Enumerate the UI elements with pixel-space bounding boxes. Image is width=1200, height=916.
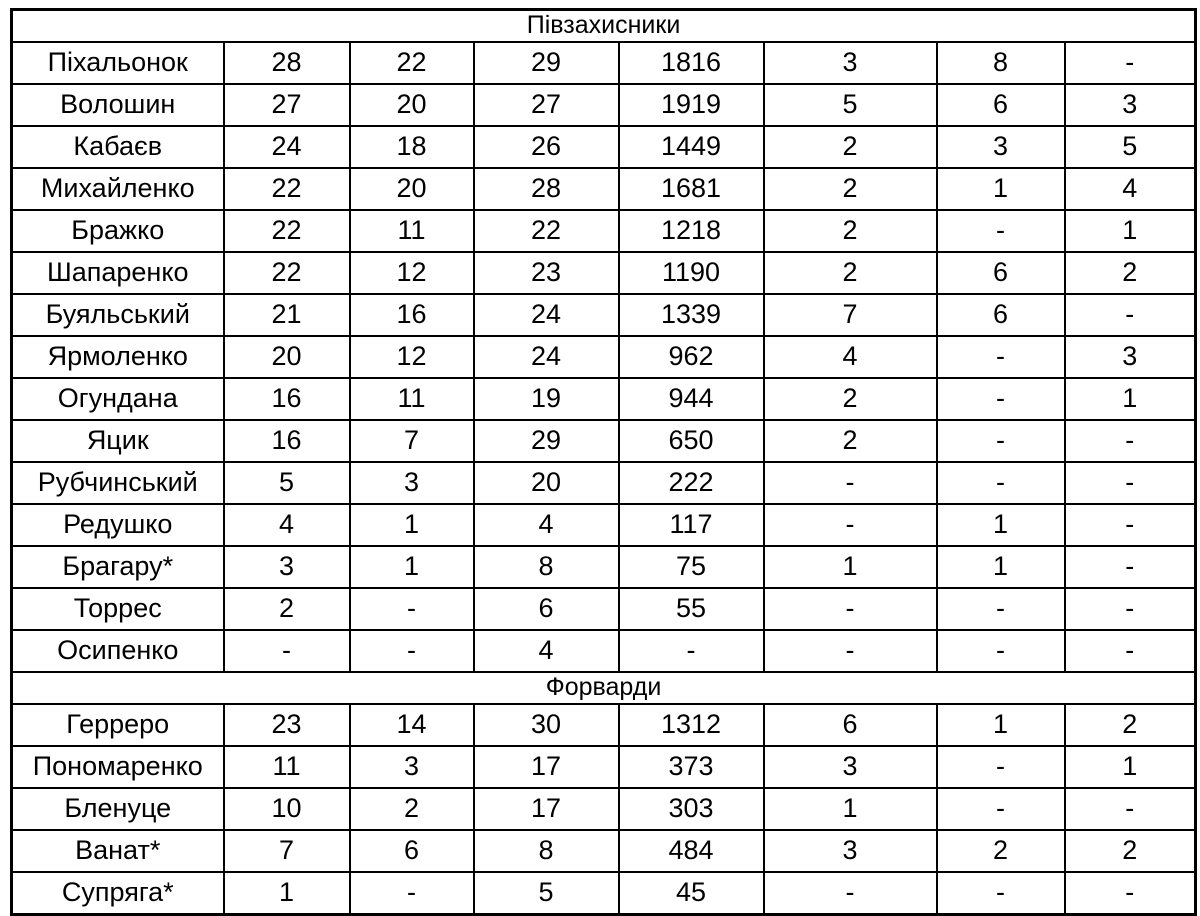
stat-cell: 23 bbox=[224, 704, 350, 746]
section-title: Форварди bbox=[12, 672, 1196, 704]
player-name-cell: Торрес bbox=[12, 588, 224, 630]
stat-cell: - bbox=[937, 746, 1065, 788]
stat-cell: - bbox=[350, 588, 474, 630]
stat-cell: 6 bbox=[474, 588, 619, 630]
stat-cell: 24 bbox=[474, 294, 619, 336]
stat-cell: - bbox=[764, 630, 937, 672]
player-name-cell: Ярмоленко bbox=[12, 336, 224, 378]
stat-cell: 16 bbox=[224, 378, 350, 420]
player-name-cell: Пономаренко bbox=[12, 746, 224, 788]
stat-cell: 17 bbox=[474, 788, 619, 830]
stat-cell: 303 bbox=[619, 788, 764, 830]
stat-cell: 19 bbox=[474, 378, 619, 420]
player-name-cell: Яцик bbox=[12, 420, 224, 462]
stat-cell: - bbox=[1065, 504, 1196, 546]
stat-cell: 1 bbox=[764, 546, 937, 588]
stat-cell: 12 bbox=[350, 336, 474, 378]
stat-cell: 5 bbox=[1065, 126, 1196, 168]
stat-cell: - bbox=[937, 336, 1065, 378]
stat-cell: - bbox=[1065, 294, 1196, 336]
player-row bbox=[12, 504, 1196, 546]
stat-cell: 11 bbox=[350, 378, 474, 420]
stat-cell: - bbox=[937, 378, 1065, 420]
stat-cell: 20 bbox=[350, 168, 474, 210]
stat-cell: 1312 bbox=[619, 704, 764, 746]
player-name-cell: Піхальонок bbox=[12, 42, 224, 84]
player-row bbox=[12, 420, 1196, 462]
stat-cell: - bbox=[937, 630, 1065, 672]
stat-cell: 650 bbox=[619, 420, 764, 462]
stat-cell: 17 bbox=[474, 746, 619, 788]
player-row bbox=[12, 546, 1196, 588]
player-row bbox=[12, 830, 1196, 872]
player-row bbox=[12, 704, 1196, 746]
stat-cell: 20 bbox=[474, 462, 619, 504]
player-name-cell: Шапаренко bbox=[12, 252, 224, 294]
stat-cell: - bbox=[224, 630, 350, 672]
player-name-cell: Брагару* bbox=[12, 546, 224, 588]
stat-cell: 26 bbox=[474, 126, 619, 168]
stat-cell: 1816 bbox=[619, 42, 764, 84]
player-row bbox=[12, 788, 1196, 830]
player-row bbox=[12, 872, 1196, 915]
stat-cell: - bbox=[937, 420, 1065, 462]
stat-cell: - bbox=[1065, 420, 1196, 462]
player-name-cell: Супряга* bbox=[12, 872, 224, 915]
stat-cell: 3 bbox=[764, 830, 937, 872]
stat-cell: 3 bbox=[937, 126, 1065, 168]
stat-cell: 1 bbox=[224, 872, 350, 915]
stat-cell: 11 bbox=[350, 210, 474, 252]
player-row bbox=[12, 630, 1196, 672]
stat-cell: 4 bbox=[474, 630, 619, 672]
stat-cell: 2 bbox=[764, 378, 937, 420]
stat-cell: - bbox=[619, 630, 764, 672]
stat-cell: 2 bbox=[1065, 252, 1196, 294]
stat-cell: 1 bbox=[350, 546, 474, 588]
stat-cell: 1 bbox=[1065, 746, 1196, 788]
stat-cell: 1681 bbox=[619, 168, 764, 210]
player-row bbox=[12, 588, 1196, 630]
stat-cell: - bbox=[764, 462, 937, 504]
stat-cell: 27 bbox=[224, 84, 350, 126]
stat-cell: 1 bbox=[764, 788, 937, 830]
section-title: Півзахисники bbox=[12, 10, 1196, 43]
stat-cell: 1190 bbox=[619, 252, 764, 294]
player-name-cell: Михайленко bbox=[12, 168, 224, 210]
stat-cell: 962 bbox=[619, 336, 764, 378]
stat-cell: 2 bbox=[224, 588, 350, 630]
stat-cell: 29 bbox=[474, 420, 619, 462]
stat-cell: 222 bbox=[619, 462, 764, 504]
stat-cell: 16 bbox=[350, 294, 474, 336]
stat-cell: 1 bbox=[937, 168, 1065, 210]
stat-cell: 27 bbox=[474, 84, 619, 126]
stat-cell: - bbox=[350, 872, 474, 915]
stat-cell: 22 bbox=[350, 42, 474, 84]
stat-cell: 45 bbox=[619, 872, 764, 915]
player-row bbox=[12, 42, 1196, 84]
stat-cell: 5 bbox=[224, 462, 350, 504]
stat-cell: 24 bbox=[224, 126, 350, 168]
player-row bbox=[12, 252, 1196, 294]
stat-cell: 7 bbox=[764, 294, 937, 336]
stat-cell: 2 bbox=[764, 420, 937, 462]
player-row bbox=[12, 462, 1196, 504]
stat-cell: - bbox=[764, 504, 937, 546]
stat-cell: 12 bbox=[350, 252, 474, 294]
stat-cell: 6 bbox=[937, 252, 1065, 294]
stat-cell: 2 bbox=[937, 830, 1065, 872]
stat-cell: 1919 bbox=[619, 84, 764, 126]
stat-cell: 3 bbox=[224, 546, 350, 588]
stat-cell: 8 bbox=[474, 830, 619, 872]
players-stats-table bbox=[10, 8, 1197, 916]
stat-cell: 4 bbox=[224, 504, 350, 546]
stat-cell: 11 bbox=[224, 746, 350, 788]
stat-cell: 4 bbox=[764, 336, 937, 378]
stat-cell: - bbox=[1065, 588, 1196, 630]
stat-cell: 22 bbox=[224, 210, 350, 252]
stat-cell: - bbox=[937, 872, 1065, 915]
stat-cell: 28 bbox=[224, 42, 350, 84]
player-name-cell: Волошин bbox=[12, 84, 224, 126]
stat-cell: 23 bbox=[474, 252, 619, 294]
stat-cell: - bbox=[937, 588, 1065, 630]
stat-cell: 20 bbox=[224, 336, 350, 378]
stat-cell: - bbox=[937, 462, 1065, 504]
player-name-cell: Бражко bbox=[12, 210, 224, 252]
stat-cell: 8 bbox=[937, 42, 1065, 84]
stat-cell: 2 bbox=[1065, 704, 1196, 746]
stat-cell: 6 bbox=[937, 84, 1065, 126]
player-name-cell: Кабаєв bbox=[12, 126, 224, 168]
player-name-cell: Ванат* bbox=[12, 830, 224, 872]
stat-cell: - bbox=[764, 872, 937, 915]
stat-cell: 373 bbox=[619, 746, 764, 788]
stat-cell: 22 bbox=[224, 168, 350, 210]
stat-cell: - bbox=[1065, 546, 1196, 588]
stat-cell: 8 bbox=[474, 546, 619, 588]
stat-cell: 14 bbox=[350, 704, 474, 746]
stat-cell: 3 bbox=[764, 42, 937, 84]
stat-cell: 1 bbox=[937, 704, 1065, 746]
stat-cell: - bbox=[937, 788, 1065, 830]
stat-cell: - bbox=[1065, 42, 1196, 84]
stat-cell: 1339 bbox=[619, 294, 764, 336]
stat-cell: 1 bbox=[1065, 378, 1196, 420]
stat-cell: - bbox=[350, 630, 474, 672]
stat-cell: 10 bbox=[224, 788, 350, 830]
stat-cell: 1 bbox=[937, 546, 1065, 588]
player-row bbox=[12, 168, 1196, 210]
stat-cell: 3 bbox=[1065, 84, 1196, 126]
player-name-cell: Рубчинський bbox=[12, 462, 224, 504]
stat-cell: 5 bbox=[474, 872, 619, 915]
player-name-cell: Бленуце bbox=[12, 788, 224, 830]
stat-cell: 7 bbox=[350, 420, 474, 462]
stat-cell: 2 bbox=[350, 788, 474, 830]
player-name-cell: Огундана bbox=[12, 378, 224, 420]
stat-cell: 484 bbox=[619, 830, 764, 872]
stat-cell: 3 bbox=[1065, 336, 1196, 378]
stat-cell: 18 bbox=[350, 126, 474, 168]
stat-cell: 16 bbox=[224, 420, 350, 462]
stat-cell: 3 bbox=[350, 746, 474, 788]
stat-cell: 21 bbox=[224, 294, 350, 336]
player-row bbox=[12, 210, 1196, 252]
player-row bbox=[12, 84, 1196, 126]
stat-cell: 3 bbox=[764, 746, 937, 788]
player-row bbox=[12, 126, 1196, 168]
player-row bbox=[12, 294, 1196, 336]
player-name-cell: Осипенко bbox=[12, 630, 224, 672]
stat-cell: 1 bbox=[937, 504, 1065, 546]
player-name-cell: Герреро bbox=[12, 704, 224, 746]
stat-cell: - bbox=[764, 588, 937, 630]
stat-cell: 22 bbox=[474, 210, 619, 252]
stat-cell: 24 bbox=[474, 336, 619, 378]
stat-cell: 6 bbox=[764, 704, 937, 746]
stat-cell: 1449 bbox=[619, 126, 764, 168]
stat-cell: 22 bbox=[224, 252, 350, 294]
stat-cell: 4 bbox=[1065, 168, 1196, 210]
stat-cell: 2 bbox=[1065, 830, 1196, 872]
player-row bbox=[12, 336, 1196, 378]
stat-cell: 6 bbox=[937, 294, 1065, 336]
section-header-row bbox=[12, 672, 1196, 704]
stat-cell: 1218 bbox=[619, 210, 764, 252]
player-name-cell: Буяльський bbox=[12, 294, 224, 336]
stat-cell: 1 bbox=[1065, 210, 1196, 252]
section-header-row bbox=[12, 10, 1196, 43]
stat-cell: 3 bbox=[350, 462, 474, 504]
stat-cell: 117 bbox=[619, 504, 764, 546]
stat-cell: 4 bbox=[474, 504, 619, 546]
player-row bbox=[12, 746, 1196, 788]
stat-cell: 2 bbox=[764, 252, 937, 294]
stat-cell: - bbox=[1065, 630, 1196, 672]
stat-cell: - bbox=[1065, 872, 1196, 915]
stat-cell: - bbox=[1065, 788, 1196, 830]
stat-cell: - bbox=[937, 210, 1065, 252]
stat-cell: 6 bbox=[350, 830, 474, 872]
stat-cell: 944 bbox=[619, 378, 764, 420]
stat-cell: 75 bbox=[619, 546, 764, 588]
stat-cell: 55 bbox=[619, 588, 764, 630]
stat-cell: 28 bbox=[474, 168, 619, 210]
stat-cell: 29 bbox=[474, 42, 619, 84]
stat-cell: 2 bbox=[764, 126, 937, 168]
stat-cell: 7 bbox=[224, 830, 350, 872]
player-row bbox=[12, 378, 1196, 420]
stat-cell: 2 bbox=[764, 168, 937, 210]
stat-cell: - bbox=[1065, 462, 1196, 504]
stat-cell: 20 bbox=[350, 84, 474, 126]
stat-cell: 1 bbox=[350, 504, 474, 546]
player-name-cell: Редушко bbox=[12, 504, 224, 546]
stat-cell: 2 bbox=[764, 210, 937, 252]
stat-cell: 5 bbox=[764, 84, 937, 126]
stat-cell: 30 bbox=[474, 704, 619, 746]
